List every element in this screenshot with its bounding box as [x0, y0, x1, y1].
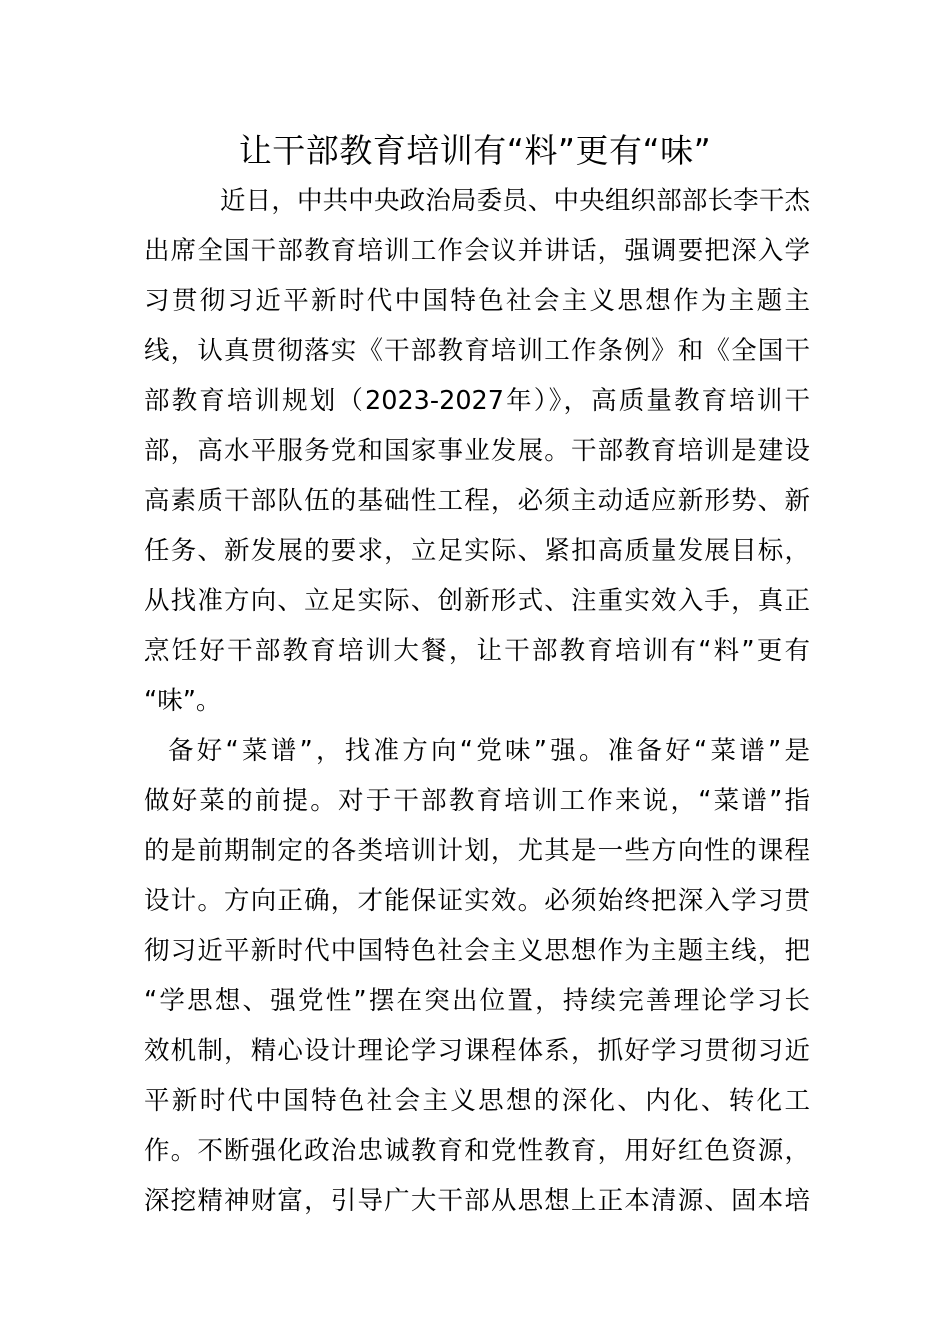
paragraph-1-line-9: 从找准方向、立足实际、创新形式、注重实效入手，真正 — [144, 586, 810, 616]
paragraph-1-line-8: 任务、新发展的要求，立足实际、紧扣高质量发展目标， — [144, 536, 810, 566]
paragraph-2-line-9: 作。不断强化政治忠诚教育和党性教育，用好红色资源， — [144, 1136, 810, 1166]
paragraph-1-line-3: 习贯彻习近平新时代中国特色社会主义思想作为主题主 — [144, 286, 810, 316]
document-body — [144, 176, 810, 1226]
paragraph-1-line-6: 部，高水平服务党和国家事业发展。干部教育培训是建设 — [144, 436, 810, 466]
paragraph-2-line-3: 的是前期制定的各类培训计划，尤其是一些方向性的课程 — [144, 836, 810, 866]
paragraph-2-line-4: 设计。方向正确，才能保证实效。必须始终把深入学习贯 — [144, 886, 810, 916]
document-title: 让干部教育培训有“料”更有“味” — [238, 131, 712, 170]
paragraph-1-line-7: 高素质干部队伍的基础性工程，必须主动适应新形势、新 — [144, 486, 810, 516]
paragraph-2-line-6: “学思想、强党性”摆在突出位置，持续完善理论学习长 — [144, 986, 810, 1016]
paragraph-2-line-10: 深挖精神财富，引导广大干部从思想上正本清源、固本培 — [144, 1186, 810, 1216]
paragraph-1-line-10: 烹饪好干部教育培训大餐，让干部教育培训有“料”更有 — [144, 636, 810, 666]
paragraph-1-line-11: “味”。 — [144, 686, 222, 716]
paragraph-1-line-2: 出席全国干部教育培训工作会议并讲话，强调要把深入学 — [144, 236, 810, 266]
paragraph-2-line-7: 效机制，精心设计理论学习课程体系，抓好学习贯彻习近 — [144, 1036, 810, 1066]
paragraph-2-line-2: 做好菜的前提。对于干部教育培训工作来说，“菜谱”指 — [144, 786, 810, 816]
paragraph-1-line-1: 近日，中共中央政治局委员、中央组织部部长李干杰 — [220, 186, 810, 216]
paragraph-1-line-5: 部教育培训规划（2023-2027年）》，高质量教育培训干 — [144, 386, 810, 416]
paragraph-1-line-4: 线，认真贯彻落实《干部教育培训工作条例》和《全国干 — [144, 336, 810, 366]
paragraph-2-line-8: 平新时代中国特色社会主义思想的深化、内化、转化工 — [144, 1086, 810, 1116]
paragraph-2-line-1: 备好“菜谱”，找准方向“党味”强。准备好“菜谱”是 — [168, 736, 810, 766]
paragraph-2-line-5: 彻习近平新时代中国特色社会主义思想作为主题主线，把 — [144, 936, 810, 966]
